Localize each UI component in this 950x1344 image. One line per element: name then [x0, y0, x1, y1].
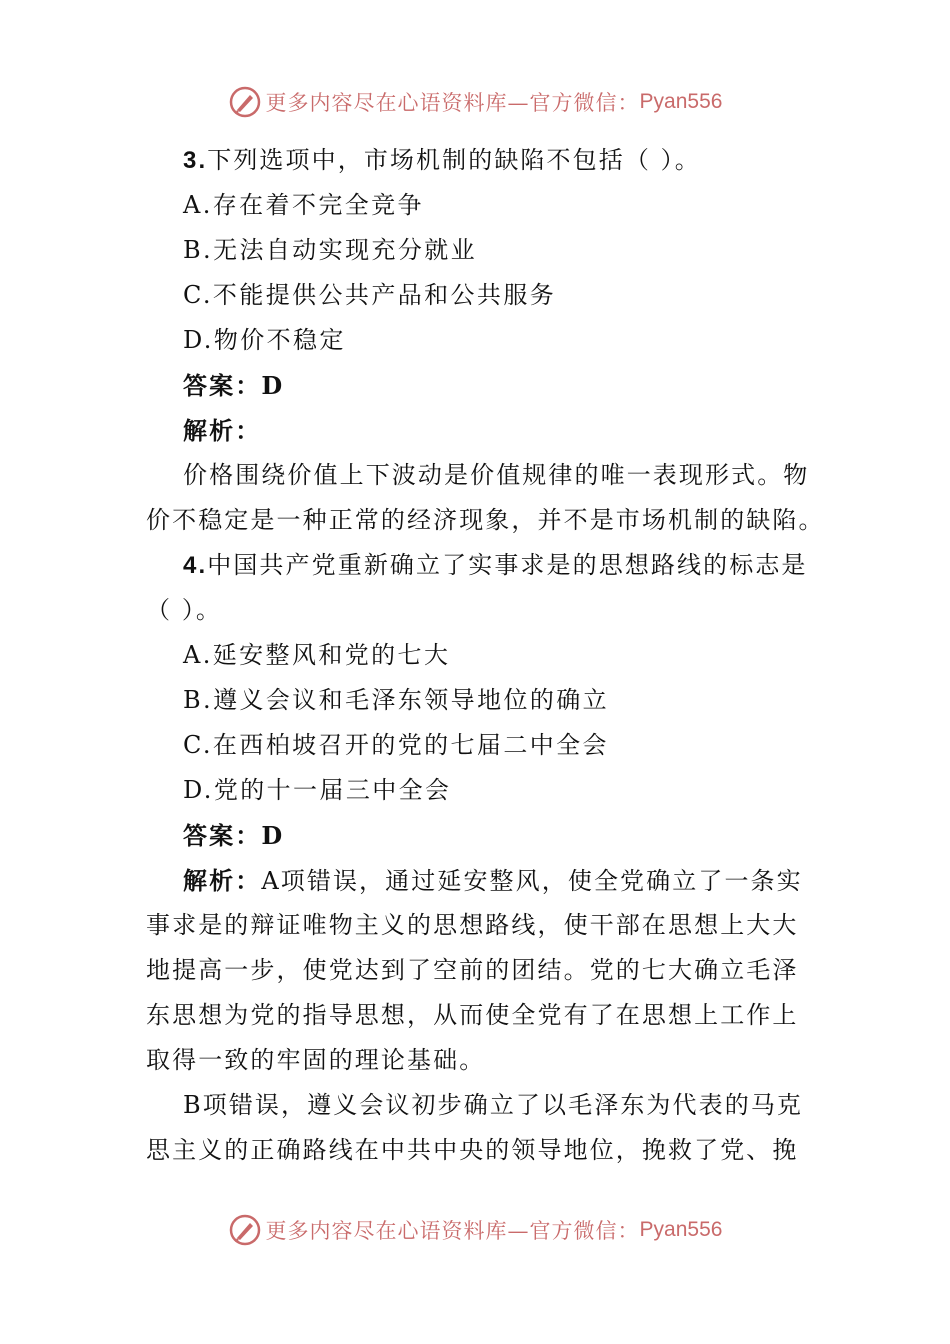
analysis-line: 东思想为党的指导思想，从而使全党有了在思想上工作上: [146, 1001, 799, 1029]
answer-label: 答案：: [183, 821, 262, 850]
analysis-line: 价格围绕价值上下波动是价值规律的唯一表现形式。物: [183, 461, 810, 489]
option-b: B.无法自动实现充分就业: [183, 236, 478, 264]
question-4-stem-continued: （ ）。: [146, 596, 223, 624]
analysis-label: 解析：: [183, 866, 262, 895]
answer-value: D: [261, 821, 285, 850]
analysis-line: 地提高一步，使党达到了空前的团结。党的七大确立毛泽: [146, 956, 799, 984]
analysis-line: [146, 858, 806, 903]
analysis-line: 事求是的辩证唯物主义的思想路线，使干部在思想上大大: [146, 911, 799, 939]
question-number: 3.: [183, 147, 208, 174]
question-text: 下列选项中，市场机制的缺陷不包括（ ）。: [207, 146, 701, 174]
answer-line: [146, 813, 806, 858]
question-4-stem: [146, 543, 806, 588]
banner-text: 更多内容尽在心语资料库—官方微信：: [265, 91, 640, 115]
option-b: B.遵义会议和毛泽东领导地位的确立: [183, 686, 610, 714]
answer-value: D: [261, 371, 285, 400]
option-c: C.在西柏坡召开的党的七届二中全会: [183, 731, 609, 759]
banner-handle: Pyan556: [639, 90, 723, 113]
banner-handle: Pyan556: [639, 1218, 723, 1241]
option-a: A.延安整风和党的七大: [183, 641, 451, 669]
header-banner: [0, 82, 950, 122]
pen-logo-icon: [228, 85, 262, 119]
question-text: 中国共产党重新确立了实事求是的思想路线的标志是: [207, 551, 808, 579]
analysis-line: 价不稳定是一种正常的经济现象，并不是市场机制的缺陷。: [146, 506, 825, 534]
option-c: C.不能提供公共产品和公共服务: [183, 281, 557, 309]
analysis-line: 取得一致的牢固的理论基础。: [146, 1046, 486, 1074]
document-content: [146, 138, 825, 1173]
option-a: A.存在着不完全竞争: [183, 191, 424, 219]
analysis-label: 解析：: [183, 416, 262, 445]
analysis-line: 思主义的正确路线在中共中央的领导地位，挽救了党、挽: [146, 1136, 799, 1164]
banner-text: 更多内容尽在心语资料库—官方微信：: [265, 1219, 640, 1243]
question-3-stem: [146, 138, 806, 183]
option-d: D.物价不稳定: [183, 326, 346, 354]
answer-line: [146, 363, 806, 408]
pen-logo-icon: [228, 1213, 262, 1247]
analysis-paragraph-b: B项错误，遵义会议初步确立了以毛泽东为代表的马克: [183, 1091, 804, 1119]
footer-banner: [0, 1210, 950, 1250]
question-number: 4.: [183, 552, 208, 579]
option-d: D.党的十一届三中全会: [183, 776, 452, 804]
analysis-text: A项错误，通过延安整风，使全党确立了一条实: [261, 867, 803, 895]
answer-label: 答案：: [183, 371, 262, 400]
